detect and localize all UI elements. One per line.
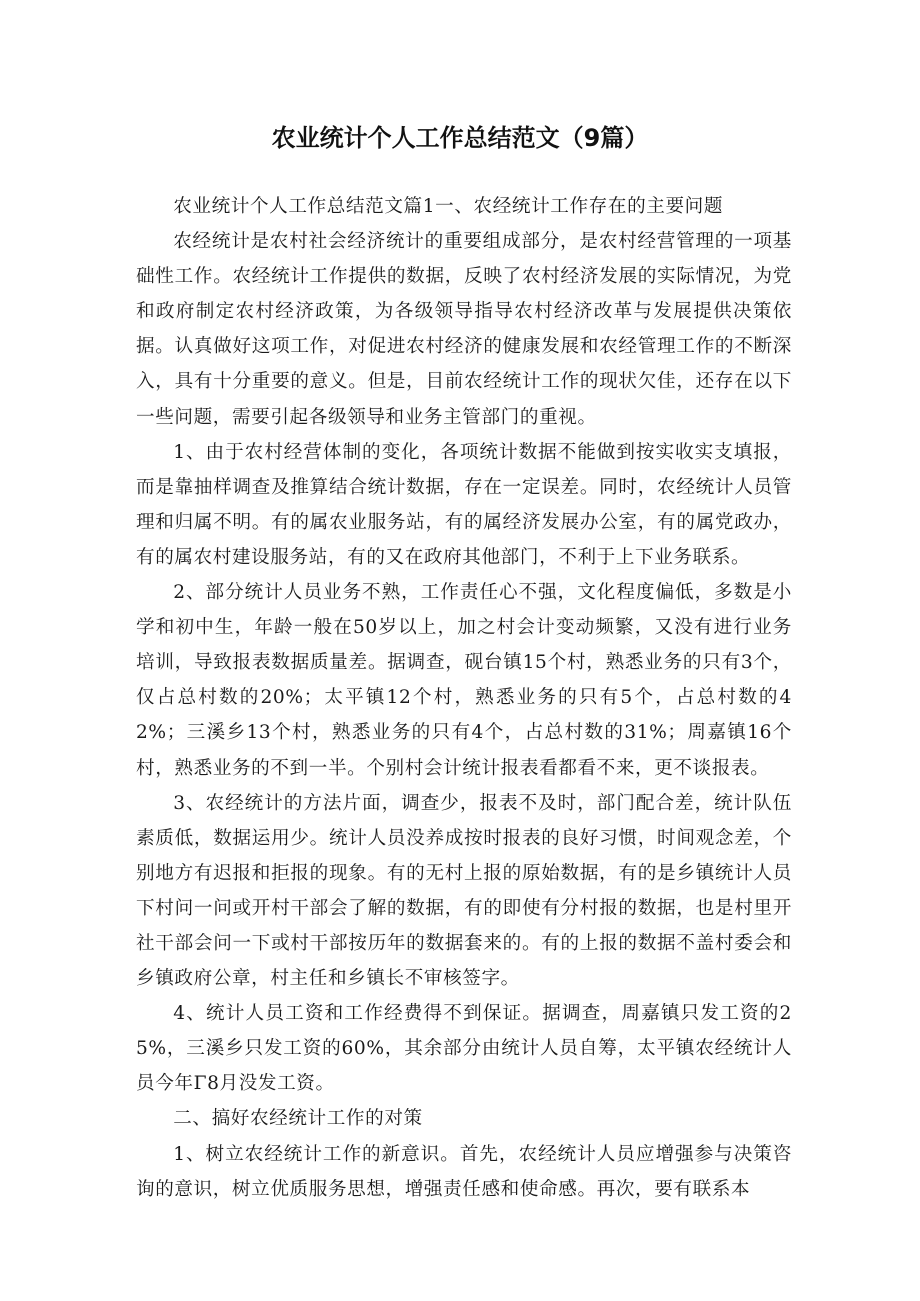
paragraph-intro: 农经统计是农村社会经济统计的重要组成部分，是农村经营管理的一项基础性工作。农经统计工作提供的数据，反映了农村经济发展的实际情况，为党和政府制定农村经济政策，为各级领导指导农村经济改革与发展提供决策依据。认真做好这项工作，对促进农村经济的健康发展和农经管理工作的不断深入，具有十分重要的意义。但是，目前农经统计工作的现状欠佳，还存在以下一些问题，需要引起各级领导和业务主管部门的重视。 — [136, 231, 792, 428]
paragraph-measure-1: 1、树立农经统计工作的新意识。首先，农经统计人员应增强参与决策咨询的意识，树立优质服务思想，增强责任感和使命感。再次，要有联系本 — [136, 1143, 792, 1200]
paragraph-heading-1: 农业统计个人工作总结范文篇1一、农经统计工作存在的主要问题 — [173, 196, 724, 217]
paragraph-issue-4: 4、统计人员工资和工作经费得不到保证。据调查，周嘉镇只发工资的25%，三溪乡只发工资的60%，其余部分由统计人员自筹，太平镇农经统计人员今年Γ8月没发工资。 — [136, 1003, 792, 1095]
paragraph-issue-2: 2、部分统计人员业务不熟，工作责任心不强，文化程度偏低，多数是小学和初中生，年龄一般在50岁以上，加之村会计变动频繁，又没有进行业务培训，导致报表数据质量差。据调查，砚台镇15个村，熟悉业务的只有3个，仅占总村数的20%；太平镇12个村，熟悉业务的只有5个，占总村数的42%；三溪乡13个村，熟悉业务的只有4个，占总村数的31%；周嘉镇16个村，熟悉业务的不到一半。个别村会计统计报表看都看不来，更不谈报表。 — [136, 582, 792, 779]
paragraph-issue-3: 3、农经统计的方法片面，调查少，报表不及时，部门配合差，统计队伍素质低，数据运用少。统计人员没养成按时报表的良好习惯，时间观念差，个别地方有迟报和拒报的现象。有的无村上报的原始数据，有的是乡镇统计人员下村问一问或开村干部会了解的数据，有的即使有分村报的数据，也是村里开社干部会问一下或村干部按历年的数据套来的。有的上报的数据不盖村委会和乡镇政府公章，村主任和乡镇长不审核签字。 — [136, 792, 792, 990]
document-title: 农业统计个人工作总结范文（9篇） — [271, 124, 649, 152]
document-body — [136, 189, 792, 1207]
paragraph-issue-1: 1、由于农村经营体制的变化，各项统计数据不能做到按实收实支填报，而是靠抽样调查及推算结合统计数据，存在一定误差。同时，农经统计人员管理和归属不明。有的属农业服务站，有的属经济发展办公室，有的属党政办，有的属农村建设服务站，有的又在政府其他部门，不利于上下业务联系。 — [136, 441, 792, 568]
paragraph-heading-2: 二、搞好农经统计工作的对策 — [173, 1108, 423, 1130]
